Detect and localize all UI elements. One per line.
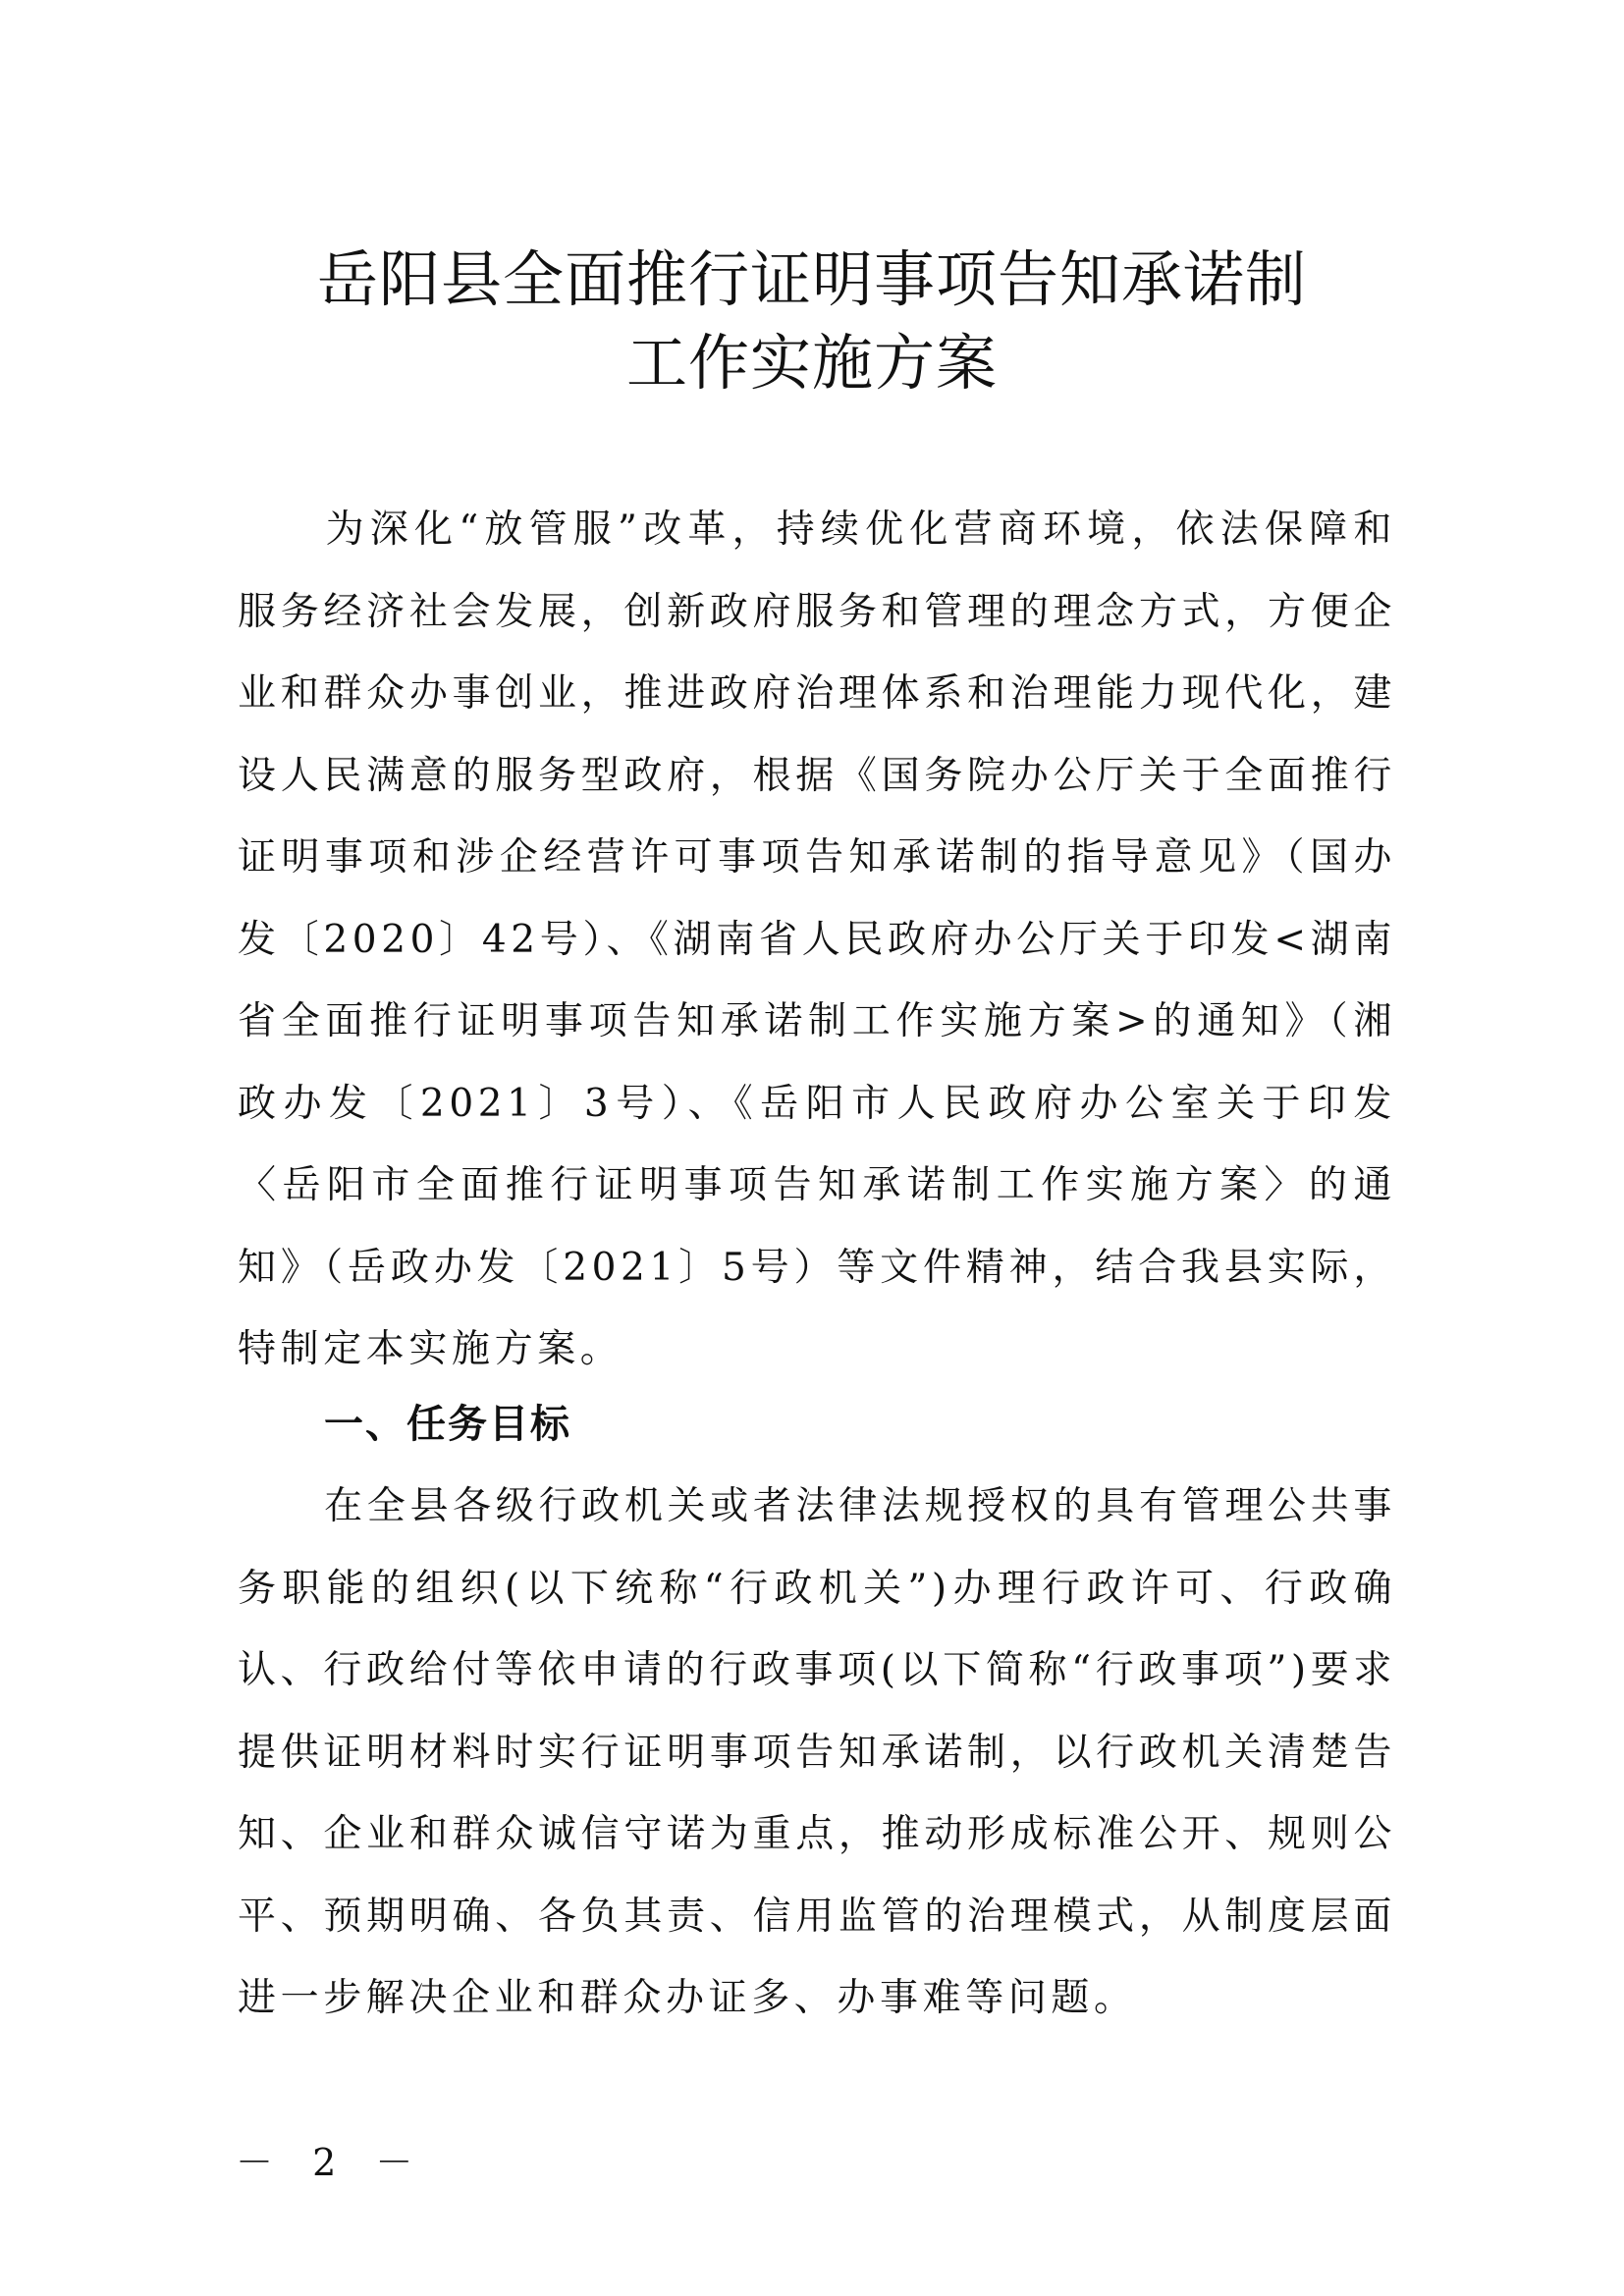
intro-paragraph-text: 为深化“放管服”改革，持续优化营商环境，依法保障和服务经济社会发展，创新政府服务和管理的理念方式，方便企业和群众办事创业，推进政府治理体系和治理能力现代化，建设人民满意的服务型政府，根据《国务院办公厅关于全面推行证明事项和涉企经营许可事项告知承诺制的指导意见》（国办发〔2020〕42号）、《湖南省人民政府办公厅关于印发<湖南省全面推行证明事项告知承诺制工作实施方案>的通知》（湘政办发〔2021〕3号）、《岳阳市人民政府办公室关于印发〈岳阳市全面推行证明事项告知承诺制工作实施方案〉的通知》（岳政办发〔2021〕5号）等文件精神，结合我县实际，特制定本实施方案。 [238,507,1396,1371]
page-number: － 2 － [236,2141,427,2184]
section1-paragraph [238,1466,1396,2040]
section-heading-task-goals: 一、任务目标 [324,1402,571,1447]
document-title-line2: 工作实施方案 [625,327,998,399]
intro-paragraph [238,489,1396,1391]
section1-paragraph-text: 在全县各级行政机关或者法律法规授权的具有管理公共事务职能的组织(以下统称“行政机关”)办理行政许可、行政确认、行政给付等依申请的行政事项(以下简称“行政事项”)要求提供证明材料时实行证明事项告知承诺制，以行政机关清楚告知、企业和群众诚信守诺为重点，推动形成标准公开、规则公平、预期明确、各负其责、信用监管的治理模式，从制度层面进一步解决企业和群众办证多、办事难等问题。 [238,1484,1396,2020]
document-title-line1: 岳阳县全面推行证明事项告知承诺制 [316,243,1307,315]
